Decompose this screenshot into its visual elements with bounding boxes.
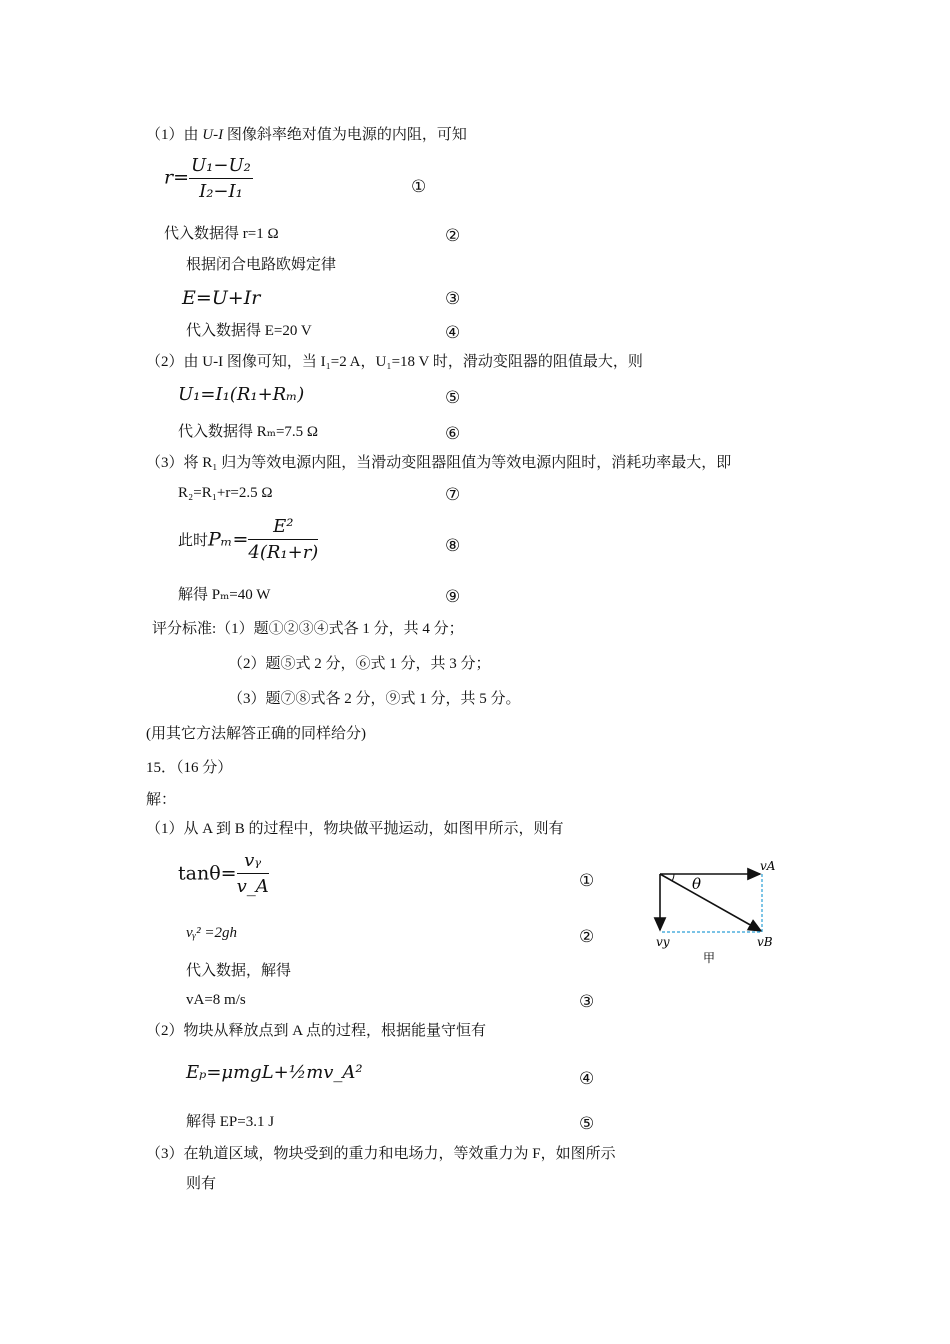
- q15-s3: （3）在轨道区域，物块受到的重力和电场力，等效重力为 F，如图所示: [146, 1146, 616, 1162]
- eq8-lhs: Pₘ=: [208, 528, 249, 551]
- eq15-2: vᵧ² =2gh: [186, 925, 237, 941]
- eq-8: [178, 516, 318, 563]
- theta-arc: [672, 874, 674, 881]
- eq15-1: [178, 850, 269, 897]
- q15-title: 15．（16 分）: [146, 760, 233, 776]
- eq1-lhs: r: [164, 166, 174, 189]
- eq-r-formula: r= $\frac{\text{U₁−U₂}}{\text{I₂−I₁}}$: [164, 155, 251, 202]
- eq8-numerator: E²: [248, 516, 318, 540]
- va-label: vA: [760, 859, 776, 873]
- mark15-2: ②: [579, 927, 595, 946]
- p1-line1-b: 图像斜率绝对值为电源的内阻，可知: [223, 127, 467, 143]
- p3-line1: （3）将 R₁ 归为等效电源内阻，当滑动变阻器阻值为等效电源内阻时，消耗功率最大，即: [146, 455, 732, 471]
- mark-6: ⑥: [445, 424, 461, 443]
- mark15-1: ①: [579, 871, 595, 890]
- eq15-1-lhs: tanθ=: [178, 862, 237, 885]
- mark-8: ⑧: [445, 536, 461, 555]
- p2-line1: （2）由 U-I 图像可知，当 I₁=2 A，U₁=18 V 时，滑动变阻器的阻值最大，则: [146, 354, 643, 370]
- mark-7: ⑦: [445, 485, 461, 504]
- p1-line1-ui: U-I: [202, 127, 224, 143]
- eq-E: E=U+Ir: [182, 287, 261, 309]
- theta-label: θ: [692, 875, 702, 893]
- vy-label: vy: [656, 935, 670, 949]
- vb-arrow: [660, 874, 761, 931]
- grading-label: 评分标准:: [152, 621, 217, 637]
- mark-2: ②: [445, 226, 461, 245]
- eq1-denominator: I₂−I₁: [199, 181, 243, 202]
- p1-line-law: 根据闭合电路欧姆定律: [186, 257, 337, 273]
- p2-line-rm: 代入数据得 Rₘ=7.5 Ω: [178, 424, 319, 440]
- eq1-numerator: U₁−U₂: [189, 155, 253, 179]
- grading-l3: （3）题⑦⑧式各 2 分，⑨式 1 分，共 5 分。: [228, 691, 521, 707]
- mark-5: ⑤: [445, 388, 461, 407]
- vb-label: vB: [757, 935, 773, 949]
- grading-l2: （2）题⑤式 2 分，⑥式 1 分，共 3 分；: [228, 656, 491, 672]
- eq8-denominator: 4(R₁+r): [248, 542, 319, 563]
- mark-3: ③: [445, 289, 461, 308]
- mark-9: ⑨: [445, 587, 461, 606]
- figure-caption: 甲: [703, 951, 716, 965]
- mark15-5: ⑤: [579, 1114, 595, 1133]
- p1-line-E: 代入数据得 E=20 V: [186, 323, 312, 339]
- q15-va: vA=8 m/s: [186, 992, 246, 1008]
- q15-s2: （2）物块从释放点到 A 点的过程，根据能量守恒有: [146, 1023, 487, 1039]
- eq-5: U₁=I₁(R₁+Rₘ): [178, 384, 305, 405]
- ci-shi: 此时: [178, 533, 209, 549]
- eq15-1-denominator: v_A: [236, 876, 269, 897]
- mark15-4: ④: [579, 1069, 595, 1088]
- p1-line1-a: （1）由: [146, 127, 203, 143]
- grading-l1: （1）题①②③④式各 1 分，共 4 分；: [216, 621, 464, 637]
- eq15-1-numerator: vᵧ: [237, 850, 269, 874]
- eq15-4: Eₚ=μmgL+½mv_A²: [186, 1062, 363, 1083]
- p1-line-r: 代入数据得 r=1 Ω: [164, 226, 279, 242]
- q15-jie: 解：: [146, 792, 177, 808]
- note: (用其它方法解答正确的同样给分): [146, 726, 366, 742]
- mark-4: ④: [445, 323, 461, 342]
- p3-line-pm: 解得 Pₘ=40 W: [178, 587, 271, 603]
- grading-line1: [152, 622, 464, 637]
- mark-1: ①: [411, 177, 427, 196]
- p3-line-r2: R₂=R₁+r=2.5 Ω: [178, 485, 273, 501]
- mark15-3: ③: [579, 992, 595, 1011]
- velocity-diagram: [640, 850, 790, 970]
- q15-sub-text: 代入数据，解得: [186, 963, 292, 979]
- q15-s1: （1）从 A 到 B 的过程中，物块做平抛运动，如图甲所示，则有: [146, 821, 564, 837]
- q15-ep: 解得 EP=3.1 J: [186, 1114, 275, 1130]
- p1-line1: [146, 128, 467, 143]
- q15-zeyou: 则有: [186, 1176, 217, 1192]
